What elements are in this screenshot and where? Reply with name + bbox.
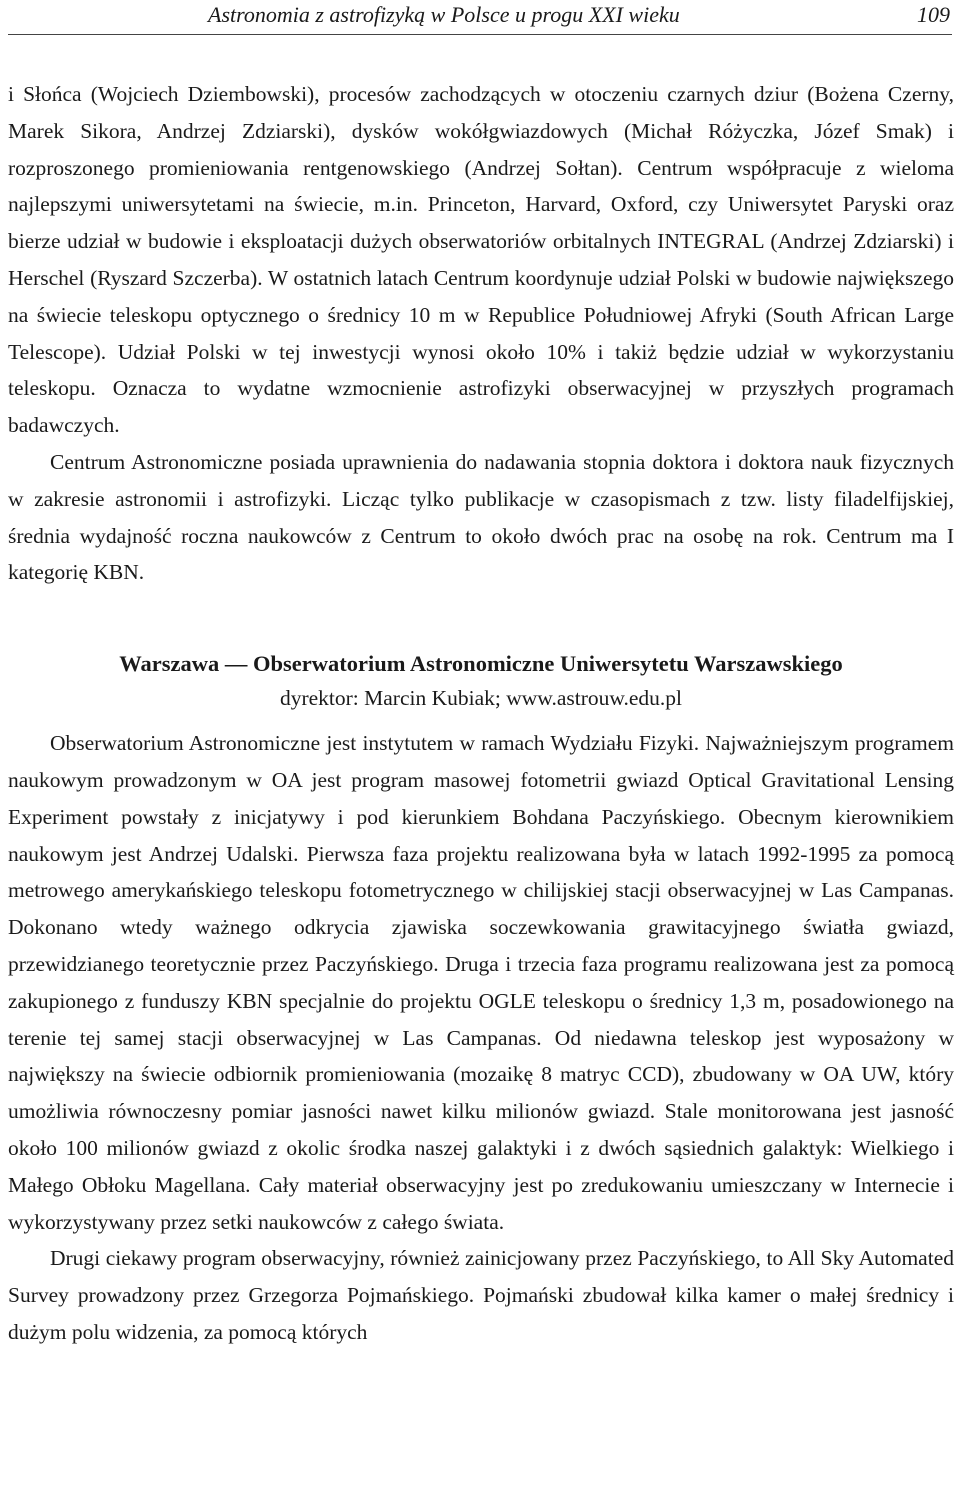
paragraph-4: Drugi ciekawy program obserwacyjny, również zainicjowany przez Paczyńskiego, to All Sky Automated Survey prowadzony przez Grzegorza Pojmańskiego. Pojmański zbudował kilka kamer o małej średnicy i dużym polu widzenia, za pomocą których: [8, 1246, 954, 1344]
section-heading: Warszawa — Obserwatorium Astronomiczne Uniwersytetu Warszawskiego: [119, 651, 843, 677]
page-number: 109: [917, 2, 950, 27]
paragraph-3: Obserwatorium Astronomiczne jest instytutem w ramach Wydziału Fizyki. Najważniejszym programem naukowym prowadzonym w OA jest program masowej fotometrii gwiazd Optical Gravitational Lensing Experiment powstały z inicjatywy i pod kierunkiem Bohdana Paczyńskiego. Obecnym kierownikiem naukowym jest Andrzej Udalski. Pierwsza faza projektu realizowana była w latach 1992-1995 za pomocą metrowego amerykańskiego teleskopu fotometrycznego w chilijskiej stacji obserwacyjnej w Las Campanas. Dokonano wtedy ważnego odkrycia zjawiska soczewkowania grawitacyjnego światła gwiazd, przewidzianego teoretycznie przez Paczyńskiego. Druga i trzecia faza programu realizowana jest za pomocą zakupionego z funduszy KBN specjalnie do projektu OGLE teleskopu o średnicy 1,3 m, posadowionego na terenie tej samej stacji obserwacyjnej w Las Campanas. Od niedawna teleskop jest wyposażony w największy na świecie odbiornik promieniowania (mozaikę 8 matryc CCD), zbudowany w OA UW, który umożliwia równoczesny pomiar jasności nawet kilku milionów gwiazd. Stale monitorowana jest jasność około 100 milionów gwiazd z okolic środka naszej galaktyki i z dwóch sąsiednich galaktyk: Wielkiego i Małego Obłoku Magellana. Cały materiał obserwacyjny jest po zredukowaniu umieszczany w Internecie i wykorzystywany przez setki naukowców z całego świata.: [8, 731, 954, 1234]
paragraph-1: i Słońca (Wojciech Dziembowski), procesów zachodzących w otoczeniu czarnych dziur (Bożena Czerny, Marek Sikora, Andrzej Zdziarski), dysków wokółgwiazdowych (Michał Różyczka, Józef Smak) i rozproszonego promieniowania rentgenowskiego (Andrzej Sołtan). Centrum współpracuje z wieloma najlepszymi uniwersytetami na świecie, m.in. Princeton, Harvard, Oxford, czy Uniwersytet Paryski oraz bierze udział w budowie i eksploatacji dużych obserwatoriów orbitalnych INTEGRAL (Andrzej Zdziarski) i Herschel (Ryszard Szczerba). W ostatnich latach Centrum koordynuje udział Polski w budowie największego na świecie teleskopu optycznego o średnicy 10 m w Republice Południowej Afryki (South African Large Telescope). Udział Polski w tej inwestycji wynosi około 10% i takiż będzie udział w wykorzystaniu teleskopu. Oznacza to wydatne wzmocnienie astrofizyki obserwacyjnej w przyszłych programach badawczych.: [8, 82, 954, 438]
page-body: [8, 76, 954, 1351]
running-header-title: Astronomia z astrofizyką w Polsce u progu XXI wieku: [208, 2, 680, 27]
paragraph-2: Centrum Astronomiczne posiada uprawnienia do nadawania stopnia doktora i doktora nauk fizycznych w zakresie astronomii i astrofizyki. Licząc tylko publikacje w czasopismach z tzw. listy filadelfijskiej, średnia wydajność roczna naukowców z Centrum to około dwóch prac na osobę na rok. Centrum ma I kategorię KBN.: [8, 449, 954, 585]
section-subheading: dyrektor: Marcin Kubiak; www.astrouw.edu.pl: [279, 686, 683, 711]
running-header: [8, 0, 952, 35]
